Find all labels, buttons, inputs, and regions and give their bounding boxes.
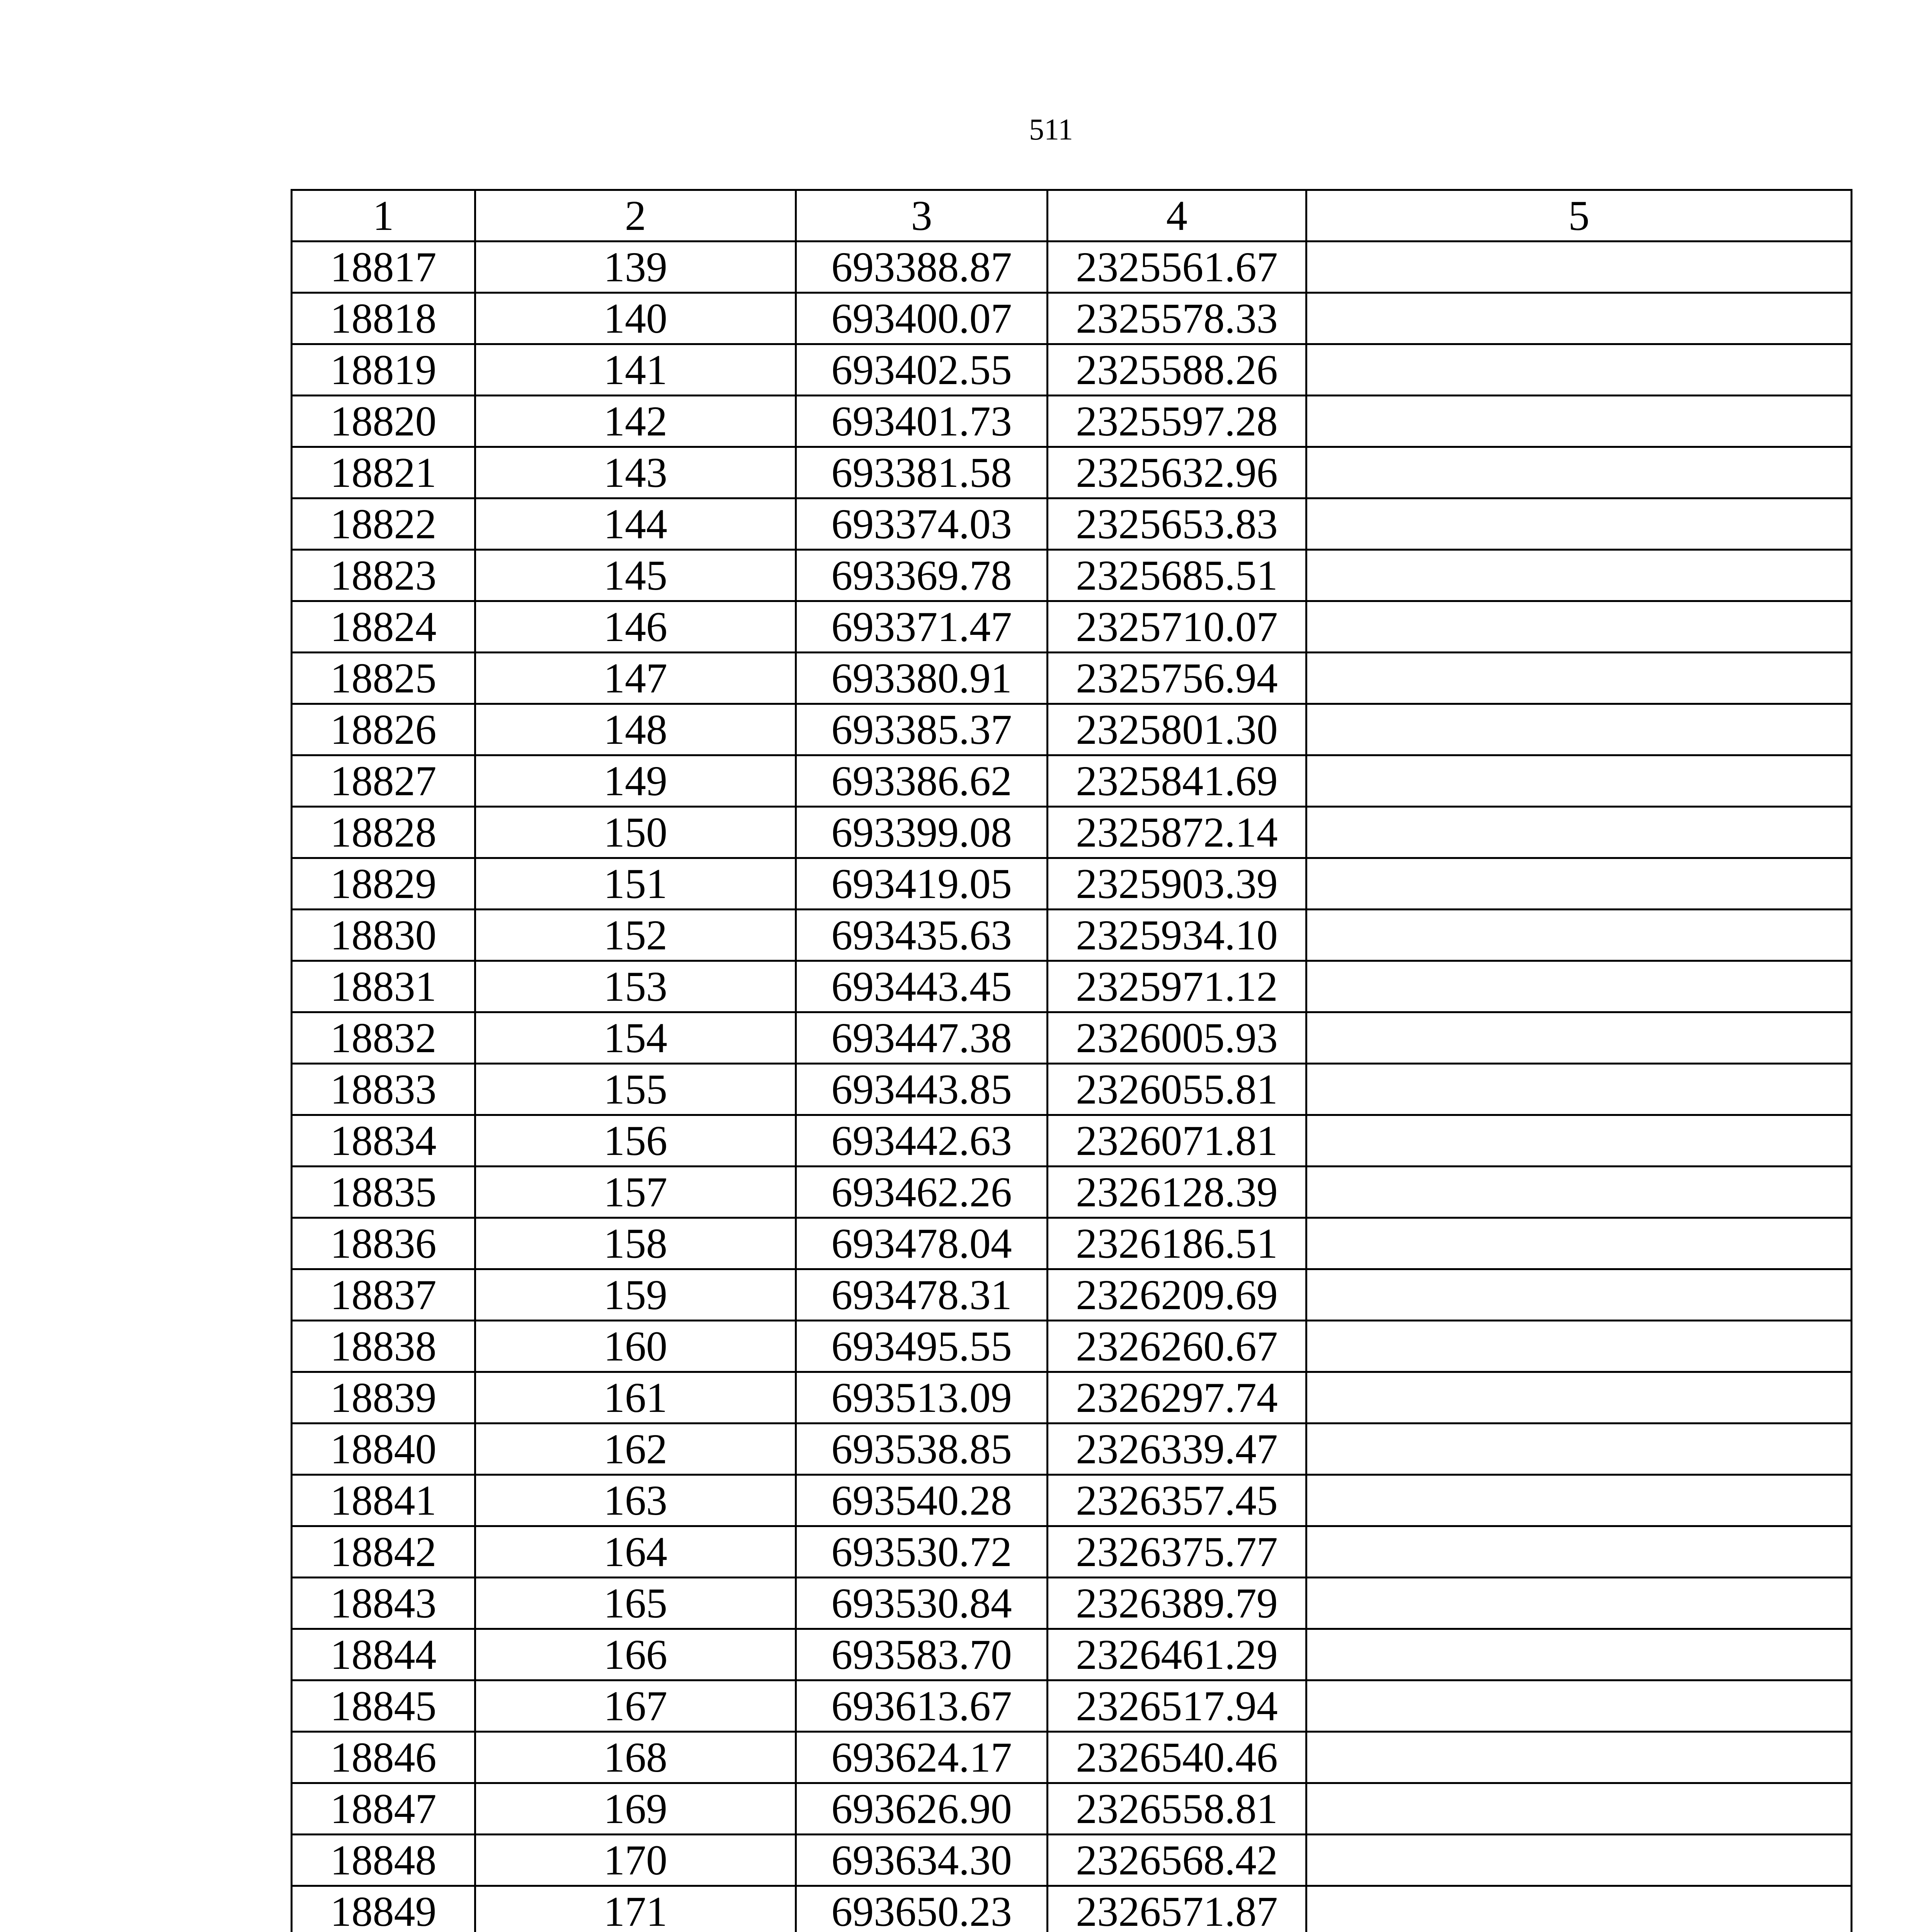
table-cell-col-5	[1306, 807, 1852, 858]
table-cell-col-3: 693634.30	[796, 1835, 1048, 1886]
table-cell-col-4: 2325903.39	[1048, 858, 1306, 910]
table-row	[292, 1115, 1852, 1167]
table-cell-col-3: 693435.63	[796, 910, 1048, 961]
table-cell-col-3: 693530.72	[796, 1526, 1048, 1578]
table-row	[292, 1321, 1852, 1372]
table-cell-col-1: 18842	[292, 1526, 475, 1578]
table-cell-col-5	[1306, 550, 1852, 601]
table-cell-col-2: 152	[475, 910, 796, 961]
table-cell-col-3: 693650.23	[796, 1886, 1048, 1932]
table-cell-col-1: 18819	[292, 344, 475, 396]
table-row	[292, 1732, 1852, 1783]
table-cell-col-4: 2326005.93	[1048, 1012, 1306, 1064]
table-cell-col-3: 693443.45	[796, 961, 1048, 1012]
table-cell-col-3: 693613.67	[796, 1680, 1048, 1732]
table-cell-col-1: 18828	[292, 807, 475, 858]
table-cell-col-1: 18847	[292, 1783, 475, 1835]
table-cell-col-1: 18827	[292, 755, 475, 807]
table-cell-col-4: 2325934.10	[1048, 910, 1306, 961]
table-row	[292, 1269, 1852, 1321]
table-row	[292, 1372, 1852, 1423]
table-cell-col-1: 18821	[292, 447, 475, 498]
table-cell-col-1: 18825	[292, 653, 475, 704]
table-cell-col-2: 150	[475, 807, 796, 858]
table-cell-col-1: 18831	[292, 961, 475, 1012]
table-cell-col-1: 18830	[292, 910, 475, 961]
table-row	[292, 1167, 1852, 1218]
table-cell-col-4: 2326297.74	[1048, 1372, 1306, 1423]
table-cell-col-5	[1306, 1475, 1852, 1526]
table-cell-col-5	[1306, 1115, 1852, 1167]
table-cell-col-1: 18829	[292, 858, 475, 910]
table-cell-col-5	[1306, 1012, 1852, 1064]
table-cell-col-1: 18846	[292, 1732, 475, 1783]
table-cell-col-3: 693386.62	[796, 755, 1048, 807]
table-cell-col-5	[1306, 1783, 1852, 1835]
table-row	[292, 858, 1852, 910]
table-cell-col-1: 18838	[292, 1321, 475, 1372]
table-cell-col-1: 18824	[292, 601, 475, 653]
table-cell-col-2: 163	[475, 1475, 796, 1526]
table-cell-col-2: 148	[475, 704, 796, 755]
table-cell-col-1: 18844	[292, 1629, 475, 1680]
table-cell-col-3: 693381.58	[796, 447, 1048, 498]
table-row	[292, 910, 1852, 961]
table-cell-col-4: 2326571.87	[1048, 1886, 1306, 1932]
table-cell-col-2: 169	[475, 1783, 796, 1835]
table-cell-col-2: 145	[475, 550, 796, 601]
coordinates-table	[291, 189, 1852, 1932]
table-row	[292, 601, 1852, 653]
table-cell-col-3: 693371.47	[796, 601, 1048, 653]
table-cell-col-1: 18849	[292, 1886, 475, 1932]
table-cell-col-2: 141	[475, 344, 796, 396]
table-cell-col-4: 2326540.46	[1048, 1732, 1306, 1783]
table-cell-col-3: 693624.17	[796, 1732, 1048, 1783]
table-cell-col-1: 18843	[292, 1578, 475, 1629]
table-cell-col-2: 167	[475, 1680, 796, 1732]
table-row	[292, 961, 1852, 1012]
table-cell-col-2: 166	[475, 1629, 796, 1680]
table-cell-col-5	[1306, 1269, 1852, 1321]
table-row	[292, 1783, 1852, 1835]
column-header-5: 5	[1306, 190, 1852, 242]
table-row	[292, 550, 1852, 601]
table-cell-col-4: 2326128.39	[1048, 1167, 1306, 1218]
table-cell-col-5	[1306, 242, 1852, 293]
table-cell-col-5	[1306, 858, 1852, 910]
table-cell-col-3: 693442.63	[796, 1115, 1048, 1167]
table-cell-col-2: 171	[475, 1886, 796, 1932]
table-cell-col-4: 2326071.81	[1048, 1115, 1306, 1167]
table-cell-col-2: 153	[475, 961, 796, 1012]
table-cell-col-3: 693399.08	[796, 807, 1048, 858]
table-cell-col-5	[1306, 910, 1852, 961]
table-cell-col-4: 2326389.79	[1048, 1578, 1306, 1629]
table-cell-col-3: 693447.38	[796, 1012, 1048, 1064]
table-cell-col-4: 2326260.67	[1048, 1321, 1306, 1372]
table-row	[292, 1835, 1852, 1886]
table-cell-col-1: 18848	[292, 1835, 475, 1886]
table-cell-col-5	[1306, 1886, 1852, 1932]
table-cell-col-5	[1306, 1835, 1852, 1886]
table-cell-col-5	[1306, 1064, 1852, 1115]
table-cell-col-4: 2326186.51	[1048, 1218, 1306, 1269]
table-cell-col-5	[1306, 1423, 1852, 1475]
table-cell-col-4: 2326375.77	[1048, 1526, 1306, 1578]
table-cell-col-4: 2326055.81	[1048, 1064, 1306, 1115]
table-cell-col-5	[1306, 1578, 1852, 1629]
table-cell-col-4: 2325710.07	[1048, 601, 1306, 653]
table-cell-col-4: 2326209.69	[1048, 1269, 1306, 1321]
table-cell-col-2: 164	[475, 1526, 796, 1578]
table-cell-col-4: 2325971.12	[1048, 961, 1306, 1012]
table-cell-col-2: 140	[475, 293, 796, 344]
table-row	[292, 1629, 1852, 1680]
table-cell-col-2: 160	[475, 1321, 796, 1372]
table-cell-col-3: 693540.28	[796, 1475, 1048, 1526]
table-cell-col-5	[1306, 755, 1852, 807]
table-cell-col-3: 693462.26	[796, 1167, 1048, 1218]
table-cell-col-4: 2325578.33	[1048, 293, 1306, 344]
table-cell-col-2: 159	[475, 1269, 796, 1321]
table-cell-col-3: 693583.70	[796, 1629, 1048, 1680]
table-cell-col-2: 168	[475, 1732, 796, 1783]
table-row	[292, 1012, 1852, 1064]
table-cell-col-4: 2325588.26	[1048, 344, 1306, 396]
table-cell-col-2: 157	[475, 1167, 796, 1218]
table-cell-col-4: 2325632.96	[1048, 447, 1306, 498]
table-row	[292, 396, 1852, 447]
table-cell-col-5	[1306, 1372, 1852, 1423]
table-row	[292, 498, 1852, 550]
table-cell-col-5	[1306, 344, 1852, 396]
table-row	[292, 242, 1852, 293]
table-cell-col-3: 693530.84	[796, 1578, 1048, 1629]
table-cell-col-3: 693374.03	[796, 498, 1048, 550]
table-row	[292, 1578, 1852, 1629]
table-cell-col-5	[1306, 601, 1852, 653]
table-cell-col-5	[1306, 447, 1852, 498]
table-cell-col-4: 2325597.28	[1048, 396, 1306, 447]
table-cell-col-2: 143	[475, 447, 796, 498]
table-cell-col-2: 142	[475, 396, 796, 447]
table-row	[292, 447, 1852, 498]
table-header-row	[292, 190, 1852, 242]
table-cell-col-3: 693443.85	[796, 1064, 1048, 1115]
column-header-2: 2	[475, 190, 796, 242]
table-cell-col-1: 18832	[292, 1012, 475, 1064]
table-row	[292, 1423, 1852, 1475]
table-cell-col-2: 154	[475, 1012, 796, 1064]
table-cell-col-1: 18840	[292, 1423, 475, 1475]
table-cell-col-2: 158	[475, 1218, 796, 1269]
table-row	[292, 807, 1852, 858]
table-cell-col-3: 693478.31	[796, 1269, 1048, 1321]
table-cell-col-1: 18834	[292, 1115, 475, 1167]
table-row	[292, 1218, 1852, 1269]
table-cell-col-2: 151	[475, 858, 796, 910]
table-cell-col-3: 693385.37	[796, 704, 1048, 755]
table-cell-col-2: 170	[475, 1835, 796, 1886]
table-cell-col-3: 693513.09	[796, 1372, 1048, 1423]
table-row	[292, 653, 1852, 704]
table-cell-col-3: 693400.07	[796, 293, 1048, 344]
table-body	[292, 190, 1852, 1932]
table-cell-col-2: 156	[475, 1115, 796, 1167]
table-cell-col-1: 18818	[292, 293, 475, 344]
table-row	[292, 1886, 1852, 1932]
table-cell-col-4: 2326357.45	[1048, 1475, 1306, 1526]
table-cell-col-4: 2325841.69	[1048, 755, 1306, 807]
table-cell-col-4: 2326568.42	[1048, 1835, 1306, 1886]
table-cell-col-2: 162	[475, 1423, 796, 1475]
table-cell-col-3: 693369.78	[796, 550, 1048, 601]
table-cell-col-5	[1306, 1321, 1852, 1372]
table-cell-col-5	[1306, 961, 1852, 1012]
table-row	[292, 755, 1852, 807]
table-cell-col-4: 2325872.14	[1048, 807, 1306, 858]
table-cell-col-5	[1306, 396, 1852, 447]
table-cell-col-5	[1306, 1680, 1852, 1732]
table-cell-col-4: 2325685.51	[1048, 550, 1306, 601]
table-row	[292, 1475, 1852, 1526]
table-cell-col-4: 2325561.67	[1048, 242, 1306, 293]
table-cell-col-1: 18841	[292, 1475, 475, 1526]
table-cell-col-4: 2326339.47	[1048, 1423, 1306, 1475]
table-cell-col-4: 2325653.83	[1048, 498, 1306, 550]
table-cell-col-2: 165	[475, 1578, 796, 1629]
table-cell-col-5	[1306, 293, 1852, 344]
table-cell-col-1: 18837	[292, 1269, 475, 1321]
table-cell-col-5	[1306, 1629, 1852, 1680]
table-cell-col-2: 147	[475, 653, 796, 704]
table-cell-col-2: 161	[475, 1372, 796, 1423]
table-cell-col-1: 18839	[292, 1372, 475, 1423]
column-header-1: 1	[292, 190, 475, 242]
table-cell-col-3: 693419.05	[796, 858, 1048, 910]
table-cell-col-3: 693402.55	[796, 344, 1048, 396]
table-cell-col-5	[1306, 704, 1852, 755]
table-cell-col-2: 144	[475, 498, 796, 550]
table-cell-col-5	[1306, 1526, 1852, 1578]
table-cell-col-2: 146	[475, 601, 796, 653]
table-cell-col-5	[1306, 498, 1852, 550]
table-cell-col-3: 693538.85	[796, 1423, 1048, 1475]
table-cell-col-5	[1306, 1167, 1852, 1218]
table-cell-col-2: 149	[475, 755, 796, 807]
table-row	[292, 1680, 1852, 1732]
table-cell-col-5	[1306, 1732, 1852, 1783]
table-cell-col-5	[1306, 653, 1852, 704]
column-header-4: 4	[1048, 190, 1306, 242]
table-cell-col-1: 18845	[292, 1680, 475, 1732]
table-cell-col-3: 693380.91	[796, 653, 1048, 704]
table-cell-col-4: 2326461.29	[1048, 1629, 1306, 1680]
table-cell-col-4: 2326517.94	[1048, 1680, 1306, 1732]
table-cell-col-2: 155	[475, 1064, 796, 1115]
table-cell-col-1: 18835	[292, 1167, 475, 1218]
table-cell-col-1: 18820	[292, 396, 475, 447]
table-cell-col-3: 693495.55	[796, 1321, 1048, 1372]
column-header-3: 3	[796, 190, 1048, 242]
table-cell-col-3: 693626.90	[796, 1783, 1048, 1835]
table-cell-col-4: 2326558.81	[1048, 1783, 1306, 1835]
table-cell-col-1: 18817	[292, 242, 475, 293]
table-cell-col-1: 18833	[292, 1064, 475, 1115]
table-cell-col-3: 693388.87	[796, 242, 1048, 293]
table-row	[292, 1526, 1852, 1578]
table-cell-col-4: 2325756.94	[1048, 653, 1306, 704]
table-cell-col-3: 693401.73	[796, 396, 1048, 447]
page-number: 511	[1029, 112, 1073, 146]
table-cell-col-5	[1306, 1218, 1852, 1269]
table-row	[292, 344, 1852, 396]
table-row	[292, 293, 1852, 344]
table-cell-col-4: 2325801.30	[1048, 704, 1306, 755]
table-cell-col-2: 139	[475, 242, 796, 293]
table-cell-col-3: 693478.04	[796, 1218, 1048, 1269]
table-row	[292, 1064, 1852, 1115]
table-row	[292, 704, 1852, 755]
table-cell-col-1: 18823	[292, 550, 475, 601]
table-cell-col-1: 18822	[292, 498, 475, 550]
table-cell-col-1: 18836	[292, 1218, 475, 1269]
table-cell-col-1: 18826	[292, 704, 475, 755]
